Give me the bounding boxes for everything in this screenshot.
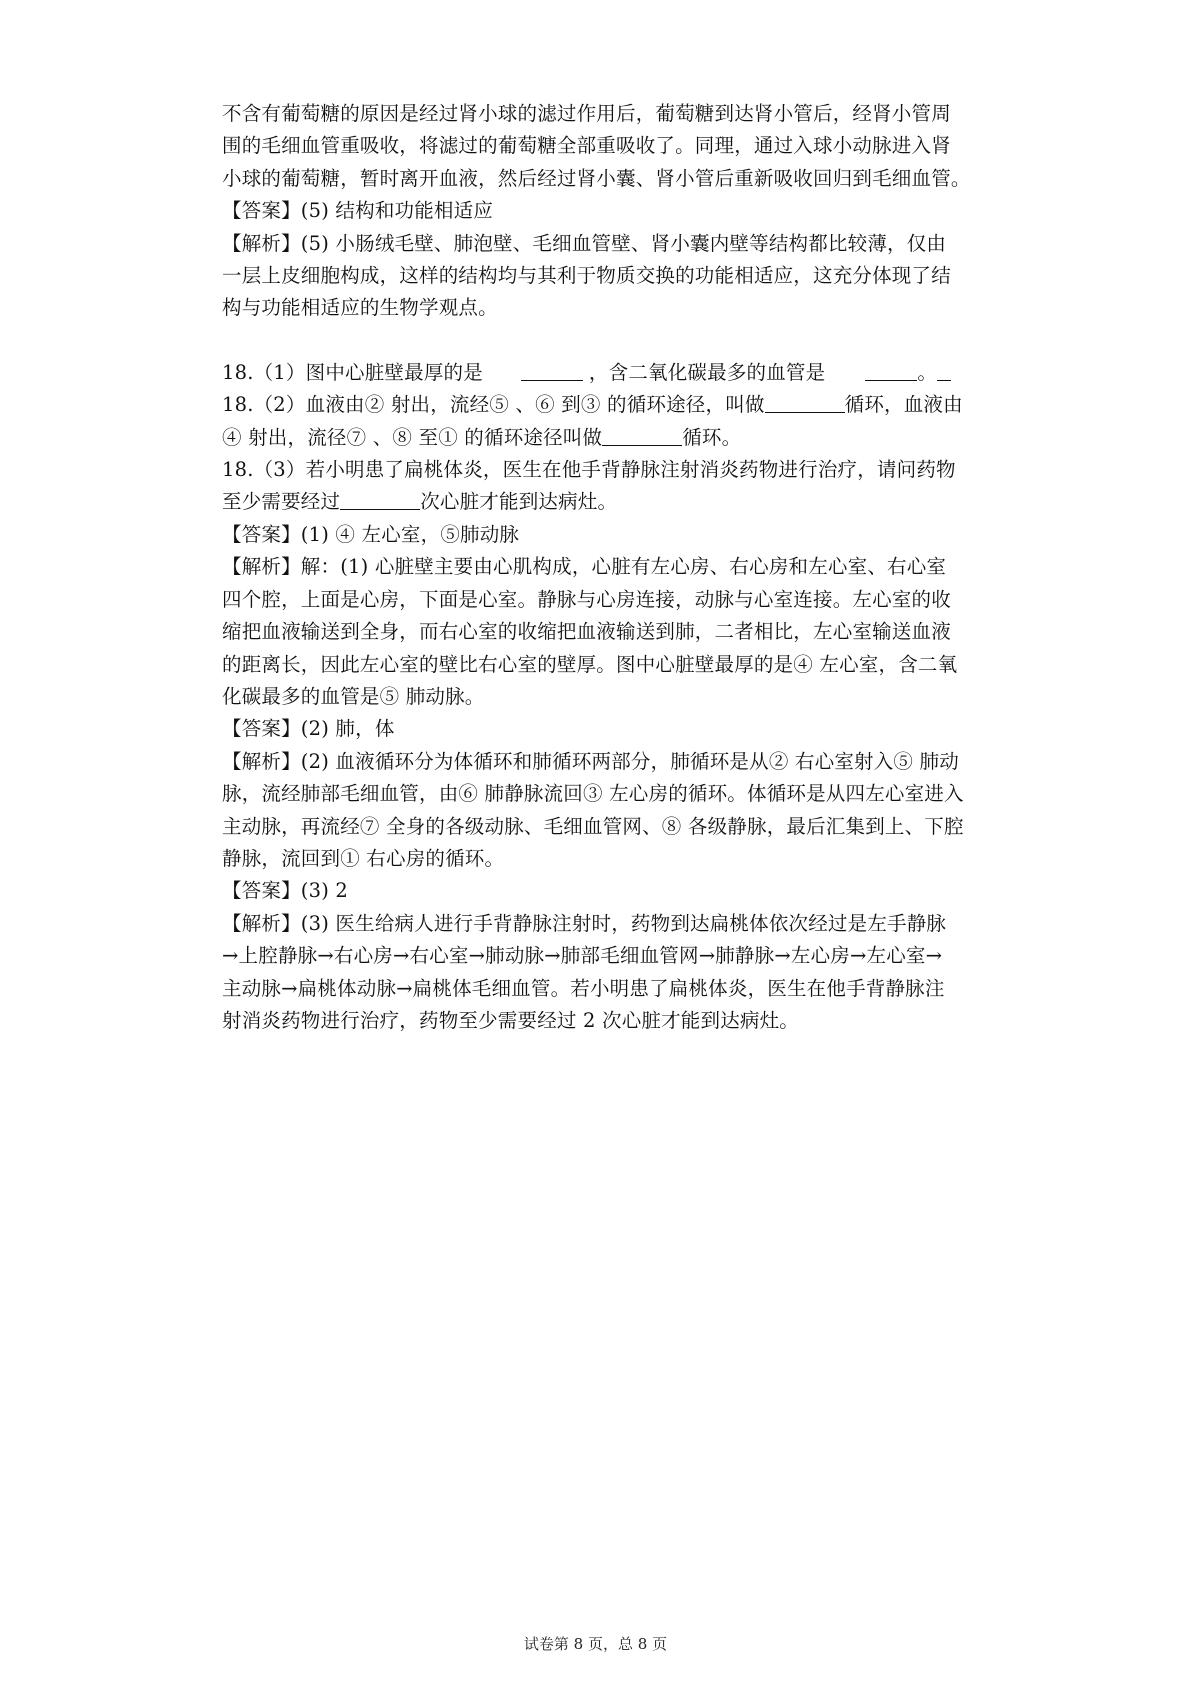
page-footer: 试卷第 8 页，总 8 页 [523,1635,668,1653]
question-18-3-line1: 18.（3）若小明患了扁桃体炎，医生在他手背静脉注射消炎药物进行治疗，请问药物 [222,458,956,482]
question-18-2-line2 [222,422,1012,454]
q2-text-d: 循环。 [682,425,742,449]
text-line: 一层上皮细胞构成，这样的结构均与其利于物质交换的功能相适应，这充分体现了结 [222,264,951,288]
paragraph-gap [222,325,1012,357]
text-line: 四个腔，上面是心房，下面是心室。静脉与心房连接，动脉与心室连接。左心室的收 [222,587,951,611]
text-line: 脉，流经肺部毛细血管，由⑥ 肺静脉流回③ 左心房的循环。体循环是从四左心室进入 [222,782,964,806]
text-line: 不含有葡萄糖的原因是经过肾小球的滤过作用后，葡萄糖到达肾小管后，经肾小管周 [222,102,951,125]
q1-tail-underline [937,360,951,381]
question-18 [222,357,1012,1038]
text-line: 的距离长，因此左心室的壁比右心室的壁厚。图中心脏壁最厚的是④ 左心室，含二氧 [222,652,958,676]
text-line: →上腔静脉→右心房→右心室→肺动脉→肺部毛细血管网→肺静脉→左心房→左心室→ [222,944,943,968]
answer-line: 【答案】(3) 2 [222,879,349,903]
text-line: 主动脉→扁桃体动脉→扁桃体毛细血管。若小明患了扁桃体炎，医生在他手背静脉注 [222,976,945,1000]
q2-text-a: 18.（2）血液由② 射出，流经⑤ 、⑥ 到③ 的循环途径，叫做 [222,393,765,417]
analysis-line: 【解析】(2) 血液循环分为体循环和肺循环两部分，肺循环是从② 右心室射入⑤ 肺动 [222,749,959,773]
question-18-1 [222,357,1012,389]
q1-blank-2 [865,360,917,381]
q2-text-c: ④ 射出，流径⑦ 、⑧ 至① 的循环途径叫做 [222,425,603,449]
text-line: 围的毛细血管重吸收，将滤过的葡萄糖全部重吸收了。同理，通过入球小动脉进入肾 [222,134,951,158]
q3-text-b: 次心脏才能到达病灶。 [420,490,618,514]
document-content [222,98,1012,1037]
q1-middle: ，含二氧化碳最多的血管是 [588,360,826,384]
text-line: 射消炎药物进行治疗，药物至少需要经过 2 次心脏才能到达病灶。 [222,1008,800,1032]
text-line: 缩把血液输送到全身，而右心室的收缩把血液输送到肺，二者相比，左心室输送血液 [222,620,951,644]
analysis-line: 【解析】解：(1) 心脏壁主要由心肌构成，心脏有左心房、右心房和左心室、右心室 [222,555,947,579]
text-line: 小球的葡萄糖，暂时离开血液，然后经过肾小囊、肾小管后重新吸收回归到毛细血管。 [222,166,971,190]
text-line: 主动脉，再流经⑦ 全身的各级动脉、毛细血管网、⑧ 各级静脉，最后汇集到上、下腔 [222,814,964,838]
answer-line: 【答案】(5) 结构和功能相适应 [222,199,494,223]
text-line: 静脉，流回到① 右心房的循环。 [222,846,505,870]
text-line: 构与功能相适应的生物学观点。 [222,296,498,320]
question-18-3-line2 [222,486,1012,518]
q1-blank-1 [521,360,583,381]
text-line: 化碳最多的血管是⑤ 肺动脉。 [222,684,485,708]
question-18-2-line1 [222,389,1012,421]
q3-blank-1 [340,489,420,510]
q1-suffix: 。 [917,360,938,384]
answer-line: 【答案】(1) ④ 左心室，⑤肺动脉 [222,522,520,546]
analysis-line: 【解析】(5) 小肠绒毛壁、肺泡壁、毛细血管壁、肾小囊内壁等结构都比较薄，仅由 [222,231,947,255]
q1-prefix: 18.（1）图中心脏壁最厚的是 [222,360,483,384]
q3-text-a: 至少需要经过 [222,490,341,514]
q2-blank-2 [602,425,682,446]
q2-text-b: 循环，血液由 [844,393,963,417]
section-prev-explanation [222,98,1012,325]
answer-line: 【答案】(2) 肺，体 [222,717,395,741]
q2-blank-1 [765,392,845,413]
analysis-line: 【解析】(3) 医生给病人进行手背静脉注射时，药物到达扁桃体依次经过是左手静脉 [222,911,947,935]
